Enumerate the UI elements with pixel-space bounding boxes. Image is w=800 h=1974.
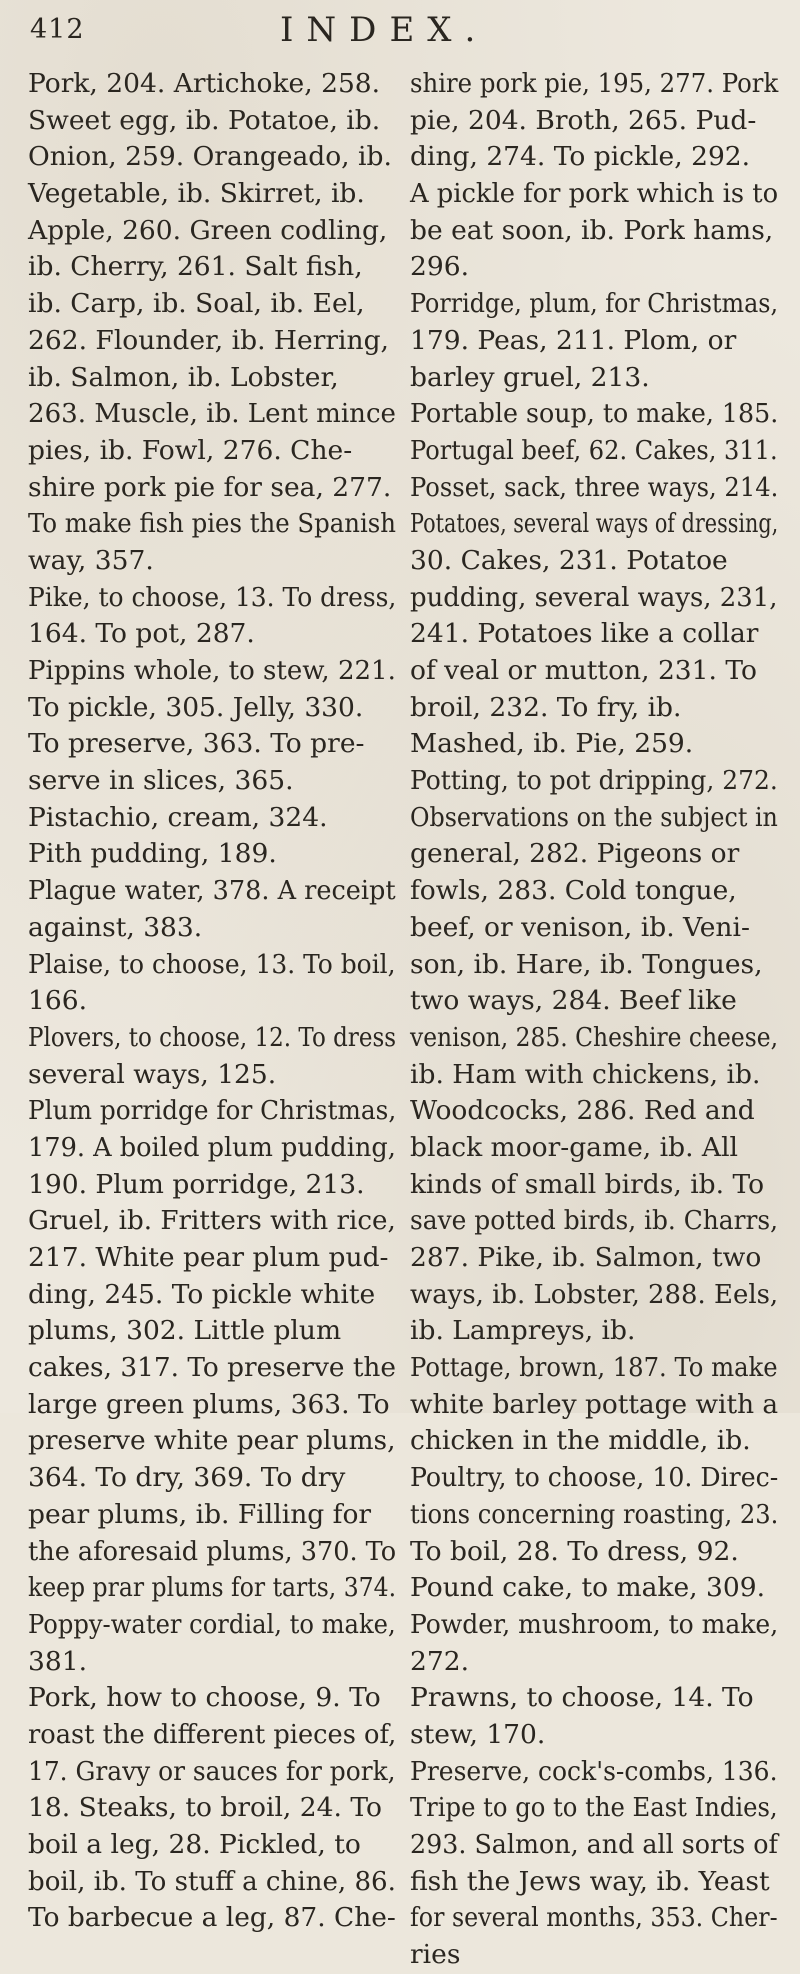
index-line: serve in slices, 365. [28,765,294,797]
index-line: pie, 204. Broth, 265. Pud- [410,104,757,136]
index-line: 241. Potatoes like a collar [410,618,759,650]
index-line: ries [410,1939,461,1971]
index-line: Portable soup, to make, 185. [410,398,779,430]
index-line: Pork, how to choose, 9. To [28,1682,381,1714]
index-line: Woodcocks, 286. Red and [410,1095,755,1127]
index-line: Plague water, 378. A receipt [28,875,396,907]
index-line: ways, ib. Lobster, 288. Eels, [410,1278,779,1310]
index-line: ib. Salmon, ib. Lobster, [28,361,339,393]
index-line: Vegetable, ib. Skirret, ib. [28,178,365,210]
index-line: Porridge, plum, for Christmas, [410,288,779,320]
index-line: To pickle, 305. Jelly, 330. [28,691,364,723]
index-line: Pottage, brown, 187. To make [410,1352,778,1384]
index-line: 263. Muscle, ib. Lent mince [28,398,397,430]
index-line: 217. White pear plum pud- [28,1242,389,1273]
index-line: Observations on the subject in [410,801,778,833]
index-line: boil a leg, 28. Pickled, to [28,1829,361,1860]
index-line: Plaise, to choose, 13. To boil, [28,948,396,980]
index-line: ib. Cherry, 261. Salt fish, [28,251,363,283]
index-line: Plum porridge for Christmas, [28,1095,397,1127]
index-line: To boil, 28. To dress, 92. [410,1535,739,1567]
index-line: 190. Plum porridge, 213. [28,1168,365,1200]
index-line: Apple, 260. Green codling, [28,214,388,246]
index-line: Pistachio, cream, 324. [28,801,328,833]
index-line: Poppy-water cordial, to make, [28,1608,396,1640]
index-line: 296. [410,251,470,283]
index-line: fowls, 283. Cold tongue, [410,875,737,907]
index-line: Prawns, to choose, 14. To [410,1682,754,1714]
index-line: pudding, several ways, 231, [410,581,778,613]
index-line: Preserve, cock's-combs, 136. [410,1755,778,1787]
index-line: 293. Salmon, and all sorts of [410,1829,778,1860]
index-line: white barley pottage with a [410,1388,779,1420]
index-line: chicken in the middle, ib. [410,1425,751,1457]
index-line: 30. Cakes, 231. Potatoe [410,544,728,576]
index-line: large green plums, 363. To [28,1388,390,1420]
index-line: of veal or mutton, 231. To [410,655,757,686]
index-line: Powder, mushroom, to make, [410,1608,779,1640]
page-number: 412 [30,14,85,45]
index-line: preserve white pear plums, [28,1425,396,1457]
index-line: keep prar plums for tarts, 374. [28,1572,397,1604]
index-line: son, ib. Hare, ib. Tongues, [410,948,763,980]
index-line: roast the different pieces of, [28,1718,397,1750]
index-line: barley gruel, 213. [410,361,650,393]
index-column-right [410,66,778,1974]
index-line: 166. [28,985,88,1017]
index-line: against, 383. [28,911,203,943]
index-line: 262. Flounder, ib. Herring, [28,324,389,356]
index-line: several ways, 125. [28,1058,277,1090]
index-line: pies, ib. Fowl, 276. Che- [28,434,353,466]
index-line: shire pork pie for sea, 277. [28,471,392,503]
index-line: boil, ib. To stuff a chine, 86. [28,1865,396,1897]
running-head: INDEX. [280,10,489,50]
index-line: Portugal beef, 62. Cakes, 311. [410,434,778,466]
index-line: Posset, sack, three ways, 214. [410,471,779,503]
index-line: To make fish pies the Spanish [28,508,396,540]
index-line: Gruel, ib. Fritters with rice, [28,1205,396,1237]
index-line: 179. A boiled plum pudding, [28,1131,396,1163]
index-line: pear plums, ib. Filling for [28,1498,372,1530]
index-line: 272. [410,1645,470,1677]
index-line: two ways, 284. Beef like [410,985,737,1017]
index-line: save potted birds, ib. Charrs, [410,1205,779,1237]
index-line: broil, 232. To fry, ib. [410,691,682,723]
index-line: tions concerning roasting, 23. [410,1498,779,1530]
index-line: ding, 245. To pickle white [28,1278,376,1310]
index-line: Pippins whole, to stew, 221. [28,655,396,686]
index-column-left [28,66,396,1937]
index-line: shire pork pie, 195, 277. Pork [410,68,779,99]
index-line: ib. Lampreys, ib. [410,1315,636,1347]
index-line: Poultry, to choose, 10. Direc- [410,1462,779,1494]
index-line: 18. Steaks, to broil, 24. To [28,1792,382,1824]
index-line: ding, 274. To pickle, 292. [410,141,751,173]
index-line: way, 357. [28,544,154,576]
index-line: Sweet egg, ib. Potatoe, ib. [28,104,381,136]
index-line: kinds of small birds, ib. To [410,1168,765,1200]
index-line: 164. To pot, 287. [28,618,255,650]
index-line: 364. To dry, 369. To dry [28,1462,346,1494]
index-line: Pith pudding, 189. [28,838,277,870]
index-line: fish the Jews way, ib. Yeast [410,1865,770,1897]
index-line: for several months, 353. Cher- [410,1902,778,1934]
index-line: 17. Gravy or sauces for pork, [28,1755,396,1787]
index-line: plums, 302. Little plum [28,1315,342,1347]
index-line: ib. Carp, ib. Soal, ib. Eel, [28,288,365,320]
index-line: beef, or venison, ib. Veni- [410,911,750,943]
index-line: Mashed, ib. Pie, 259. [410,728,694,760]
page-header [0,6,800,70]
index-line: ib. Ham with chickens, ib. [410,1058,761,1090]
index-line: Onion, 259. Orangeado, ib. [28,141,392,173]
index-line: Pork, 204. Artichoke, 258. [28,68,381,99]
index-line: Pike, to choose, 13. To dress, [28,581,397,613]
index-line: Tripe to go to the East Indies, [410,1792,778,1824]
index-line: Potatoes, several ways of dressing, [410,508,779,540]
index-line: cakes, 317. To preserve the [28,1352,397,1384]
index-line: general, 282. Pigeons or [410,838,740,870]
index-line: Plovers, to choose, 12. To dress [28,1021,397,1053]
index-line: Pound cake, to make, 309. [410,1572,766,1604]
index-line: be eat soon, ib. Pork hams, [410,214,774,246]
index-line: A pickle for pork which is to [410,178,779,210]
index-line: venison, 285. Cheshire cheese, [410,1021,779,1053]
index-line: the aforesaid plums, 370. To [28,1535,397,1567]
index-line: black moor-game, ib. All [410,1131,739,1163]
index-line: 381. [28,1645,88,1677]
index-line: To preserve, 363. To pre- [28,728,365,760]
index-line: To barbecue a leg, 87. Che- [28,1902,396,1934]
index-line: Potting, to pot dripping, 272. [410,765,778,797]
index-line: 287. Pike, ib. Salmon, two [410,1242,762,1273]
index-line: stew, 170. [410,1718,546,1750]
index-line: 179. Peas, 211. Plom, or [410,324,737,356]
